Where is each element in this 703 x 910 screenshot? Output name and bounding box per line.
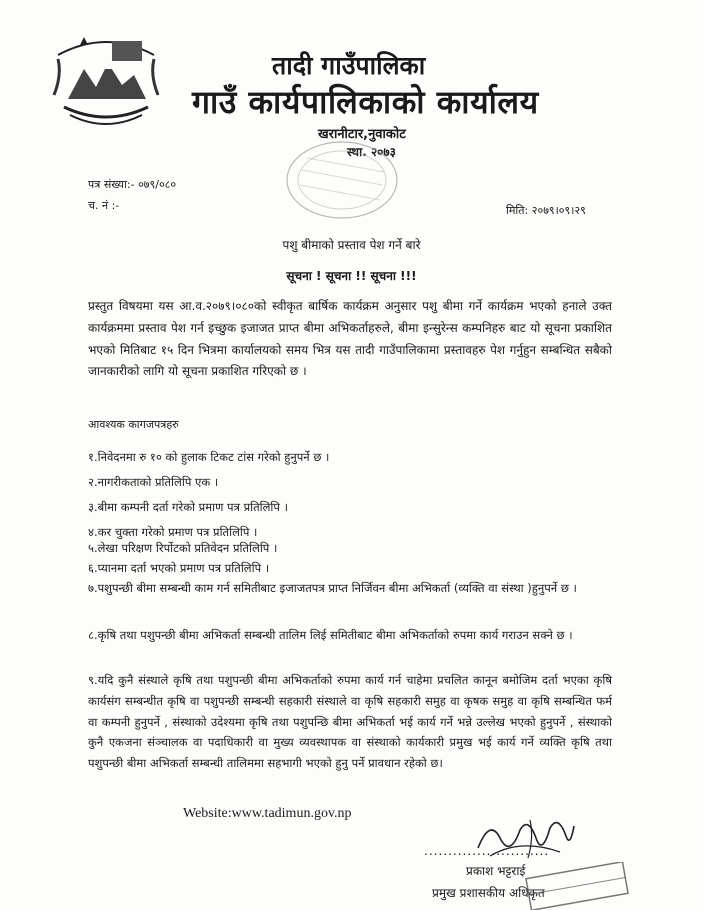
list-item: ४.कर चुक्ता गरेको प्रमाण पत्र प्रतिलिपि । <box>88 525 258 539</box>
documents-heading: आवश्यक कागजपत्रहरु <box>88 418 179 431</box>
designation-stamp <box>522 862 632 910</box>
subject-line: पशु बीमाको प्रस्ताव पेश गर्ने बारे <box>282 238 421 252</box>
municipality-name: तादी गाउँपालिका <box>272 51 426 80</box>
notice-heading: सूचना ! सूचना !! सूचना !!! <box>286 269 417 283</box>
office-name: गाउँ कार्यपालिकाको कार्यालय <box>192 83 539 121</box>
list-item: ८.कृषि तथा पशुपन्छी बीमा अभिकर्ता सम्बन्धी तालिम लिई समितीबाट बीमा अभिकर्ताको रुपमा कार्य गराउन सक्ने छ । <box>88 628 573 642</box>
list-item: ९.यदि कुनै संस्थाले कृषि तथा पशुपन्छी बीमा अभिकर्ताको रुपमा कार्य गर्न चाहेमा प्रचलित कानून बमोजिम दर्ता भएका कृषि कार्यसंग सम्बन्धीत कृषि वा पशुपन्छी सम्बन्धी सहकारी संस्थाले वा कृषि सहकारी समुह वा कृषक समुह वा कृषि सम्बन्धित फर्म वा कम्पनी हुनुपर्ने , संस्थाको उदेश्यमा कृषि तथा पशुपन्छि बीमा अभिकर्ता भई कार्य गर्ने भन्ने उल्लेख भएको हुनुपर्ने , संस्थाको कुनै एकजना संञ्चालक वा पदाधिकारी वा मुख्य व्यवस्थापक वा संस्थाको कार्यकारी प्रमुख भई कार्य गर्ने व्यक्ति कृषि तथा पशुपन्छी बीमा अभिकर्ता सम्बन्धी तालिममा सहभागी भएको हुनु पर्ने प्रावधान रहेको छ। <box>88 673 612 771</box>
office-address: खरानीटार,नुवाकोट <box>318 127 406 142</box>
office-seal-stamp <box>272 130 412 220</box>
reference-number: पत्र संख्या:- ०७९/०८० <box>88 178 177 191</box>
list-item: २.नागरीकताको प्रतिलिपि एक । <box>88 475 219 489</box>
website-text: Website:www.tadimun.gov.np <box>183 806 352 821</box>
list-item: ७.पशुपन्छी बीमा सम्बन्धी काम गर्न समितीबाट इजाजतपत्र प्राप्त निर्जिवन बीमा अभिकर्ता (व्यक्ति वा संस्था )हुनुपर्ने छ । <box>88 581 577 595</box>
list-item: ३.बीमा कम्पनी दर्ता गरेको प्रमाण पत्र प्रतिलिपि । <box>88 500 288 514</box>
municipality-emblem-icon <box>50 35 162 135</box>
signature-line: .......................... <box>424 844 550 858</box>
signatory-name: प्रकाश भट्टराई <box>466 864 526 878</box>
list-item: ६.प्यानमा दर्ता भएको प्रमाण पत्र प्रतिलिपि । <box>88 561 270 575</box>
letter-date: मिति: २०७९।०९।२९ <box>506 204 586 217</box>
established-year: स्था. २०७३ <box>347 145 396 159</box>
list-item: १.निवेदनमा रु १० को हुलाक टिकट टांस गरेको हुनुपर्ने छ । <box>88 450 330 464</box>
notice-body: प्रस्तुत विषयमा यस आ.व.२०७९।०८०को स्वीकृत बार्षिक कार्यक्रम अनुसार पशु बीमा गर्ने कार्यक्रम भएको हनाले उक्त कार्यक्रममा प्रस्ताव पेश गर्न इच्छुक इजाजत प्राप्त बीमा अभिकर्ताहरुले, बीमा इन्सुरेन्स कम्पनिहरु बाट यो सूचना प्रकाशित भएको मितिबाट १५ दिन भित्रमा कार्यालयको समय भित्र यस तादी गाउँपालिकामा प्रस्तावहरु पेश गर्नुहुन सम्बन्धित सबैको जानकारीको लागि यो सूचना प्रकाशित गरिएको छ । <box>88 299 612 379</box>
list-item: ५.लेखा परिक्षण रिर्पोटको प्रतिवेदन प्रतिलिपि । <box>88 541 278 555</box>
signatory-title: प्रमुख प्रशासकीय अधिकृत <box>432 886 545 900</box>
dispatch-number: च. नं :- <box>88 199 120 212</box>
